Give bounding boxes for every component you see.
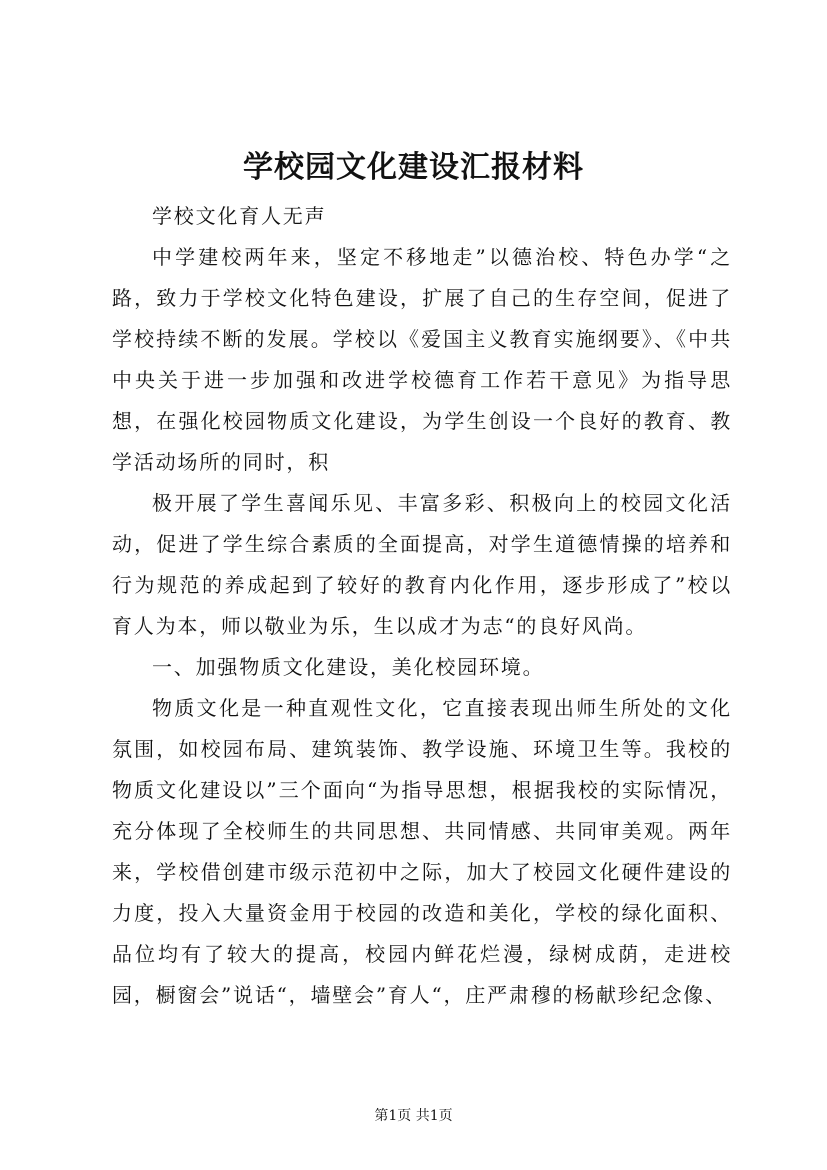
document-title: 学校园文化建设汇报材料 (243, 150, 584, 185)
section-heading: 一、加强物质文化建设，美化校园环境。 (152, 655, 545, 679)
document-body (112, 196, 732, 1016)
paragraph: 学校文化育人无声 (152, 204, 327, 228)
paragraph: 中学建校两年来，坚定不移地走”以德治校、特色办学“之路，致力于学校文化特色建设，扩展了自己的生存空间，促进了学校持续不断的发展。学校以《爱国主义教育实施纲要》、《中共中央关于进一步加强和改进学校德育工作若干意见》为指导思想，在强化校园物质文化建设，为学生创设一个良好的教育、教学活动场所的同时，积 (112, 245, 732, 474)
page-footer: 第1页 共1页 (374, 1108, 453, 1124)
paragraph: 物质文化是一种直观性文化，它直接表现出师生所处的文化氛围，如校园布局、建筑装饰、教学设施、环境卫生等。我校的物质文化建设以”三个面向“为指导思想，根据我校的实际情况，充分体现了全校师生的共同思想、共同情感、共同审美观。两年来，学校借创建市级示范初中之际，加大了校园文化硬件建设的力度，投入大量资金用于校园的改造和美化，学校的绿化面积、品位均有了较大的提高，校园内鲜花烂漫，绿树成荫，走进校园，橱窗会”说话“，墙壁会”育人“，庄严肃穆的杨献珍纪念像、 (112, 696, 732, 1007)
paragraph: 极开展了学生喜闻乐见、丰富多彩、积极向上的校园文化活动，促进了学生综合素质的全面提高，对学生道德情操的培养和行为规范的养成起到了较好的教育内化作用，逐步形成了”校以育人为本，师以敬业为乐，生以成才为志“的良好风尚。 (112, 491, 732, 638)
